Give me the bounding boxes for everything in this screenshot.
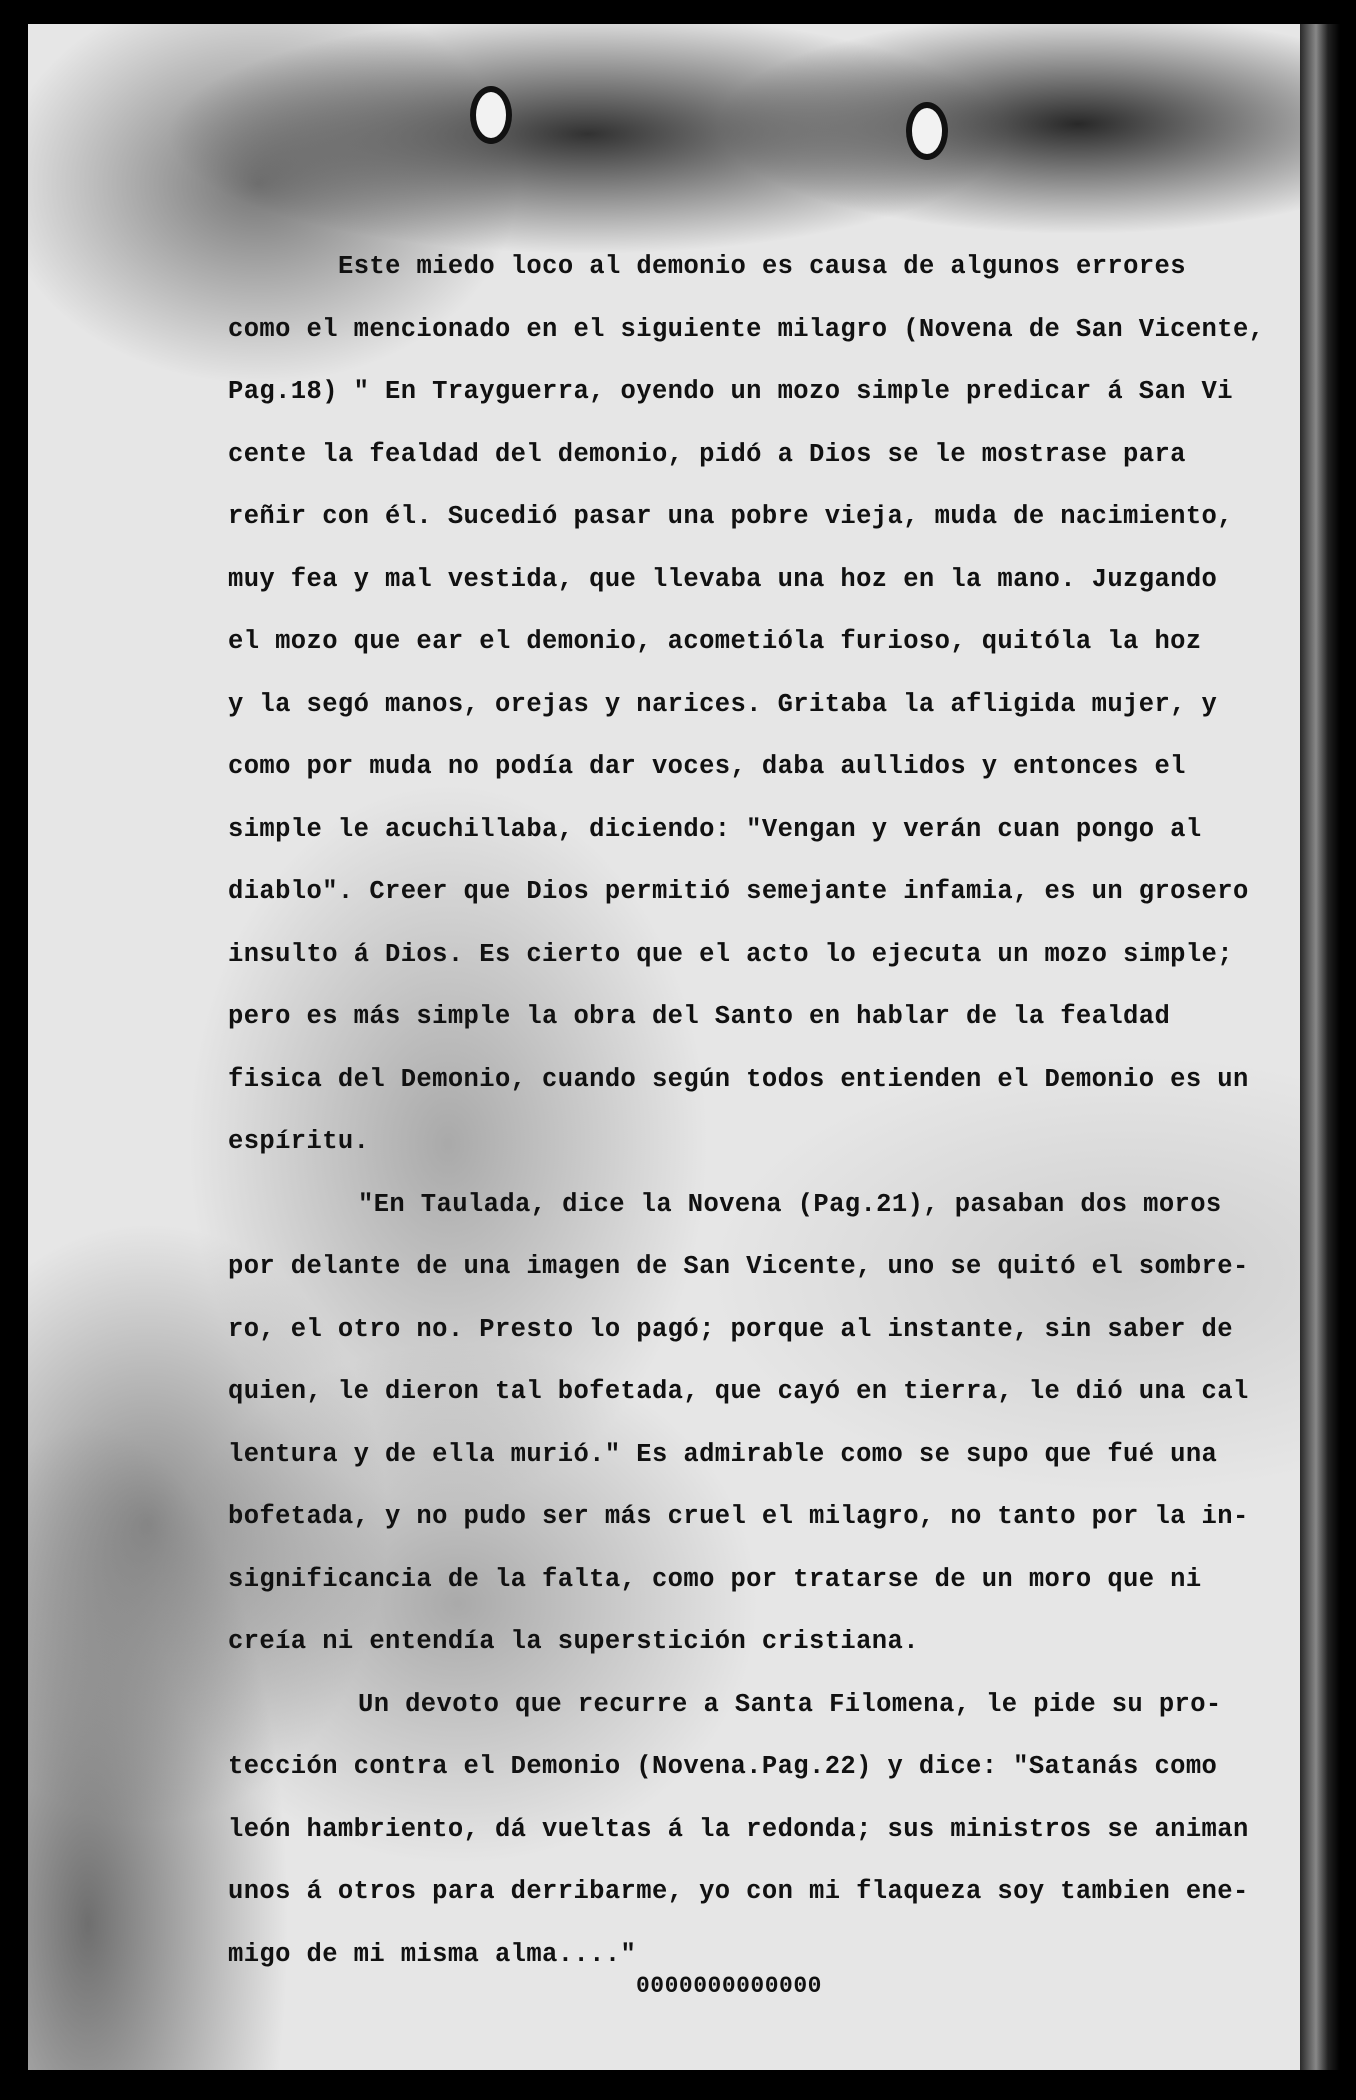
text-line: león hambriento, dá vueltas á la redonda; sus ministros se animan <box>228 1814 1249 1844</box>
footer-marker: 0000000000000 <box>636 1973 822 1999</box>
text-line: Pag.18) " En Trayguerra, oyendo un mozo simple predicar á San Vi <box>228 377 1233 406</box>
text-line: insulto á Dios. Es cierto que el acto lo ejecuta un mozo simple; <box>228 939 1233 969</box>
text-line: lentura y de ella murió." Es admirable como se supo que fué una <box>228 1439 1218 1469</box>
text-line: bofetada, y no pudo ser más cruel el milagro, no tanto por la in- <box>228 1502 1249 1531</box>
text-line: significancia de la falta, como por tratarse de un moro que ni <box>228 1564 1202 1594</box>
text-line: tección contra el Demonio (Novena.Pag.22) y dice: "Satanás como <box>228 1752 1218 1781</box>
text-line: espíritu. <box>228 1127 370 1156</box>
typewritten-text <box>228 236 1268 1986</box>
text-line: por delante de una imagen de San Vicente, uno se quitó el sombre- <box>228 1252 1249 1281</box>
text-line: creía ni entendía la superstición cristiana. <box>228 1627 919 1656</box>
text-line: como por muda no podía dar voces, daba aullidos y entonces el <box>228 752 1186 781</box>
text-line: cente la fealdad del demonio, pidó a Dios se le mostrase para <box>228 439 1186 469</box>
text-line: el mozo que ear el demonio, acometióla furioso, quitóla la hoz <box>228 627 1202 656</box>
text-line: "En Taulada, dice la Novena (Pag.21), pasaban dos moros <box>358 1189 1222 1219</box>
punch-hole-left <box>476 92 506 138</box>
text-line: y la segó manos, orejas y narices. Gritaba la afligida mujer, y <box>228 689 1218 719</box>
text-line: unos á otros para derribarme, yo con mi flaqueza soy tambien ene- <box>228 1877 1249 1906</box>
text-line: fisica del Demonio, cuando según todos entienden el Demonio es un <box>228 1064 1249 1094</box>
text-line: ro, el otro no. Presto lo pagó; porque al instante, sin saber de <box>228 1314 1233 1344</box>
text-line: pero es más simple la obra del Santo en hablar de la fealdad <box>228 1002 1171 1031</box>
text-line: reñir con él. Sucedió pasar una pobre vieja, muda de nacimiento, <box>228 502 1233 531</box>
text-line: como el mencionado en el siguiente milagro (Novena de San Vicente, <box>228 314 1265 344</box>
text-line: simple le acuchillaba, diciendo: "Vengan y verán cuan pongo al <box>228 814 1202 844</box>
text-line: Este miedo loco al demonio es causa de algunos errores <box>338 252 1186 281</box>
text-line: Un devoto que recurre a Santa Filomena, le pide su pro- <box>358 1689 1222 1719</box>
page-edge <box>1300 24 1340 2070</box>
text-line: quien, le dieron tal bofetada, que cayó en tierra, le dió una cal <box>228 1377 1249 1406</box>
text-line: diablo". Creer que Dios permitió semejante infamia, es un grosero <box>228 877 1249 906</box>
text-line: muy fea y mal vestida, que llevaba una hoz en la mano. Juzgando <box>228 564 1218 594</box>
punch-hole-right <box>912 108 942 154</box>
text-line: migo de mi misma alma...." <box>228 1939 637 1969</box>
